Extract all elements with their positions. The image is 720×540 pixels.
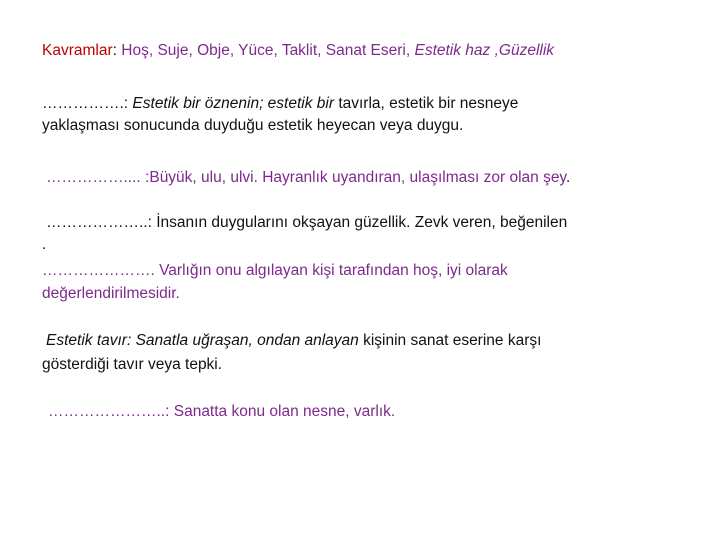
definition-1-text: tavırla, estetik bir nesneye: [338, 95, 519, 112]
definition-6-blank: …………………..: [48, 403, 166, 420]
concepts-label: Kavramlar: [42, 42, 113, 59]
definition-2-blank: ……………....: [46, 169, 146, 186]
concepts-colon: :: [112, 42, 122, 59]
definition-6-text: : Sanatta konu olan nesne, varlık.: [165, 403, 396, 420]
definition-2-line: [46, 167, 690, 189]
definition-5-continuation: gösterdiği tavır veya tepki.: [42, 356, 223, 373]
definition-5-line-2: [42, 354, 690, 376]
definition-5-text: kişinin sanat eserine karşı: [363, 332, 542, 349]
definition-2-end: .: [566, 169, 571, 186]
definition-3-text: : İnsanın duygularını okşayan güzellik. Zevk veren, beğenilen: [147, 214, 568, 231]
definition-1-line-2: [42, 115, 690, 137]
definition-3-blank: ………………..: [46, 214, 148, 231]
concepts-line: [42, 40, 690, 62]
definition-4-line-2: [42, 283, 690, 305]
definition-1-italic-text: Estetik bir öznenin; estetik bir: [132, 95, 339, 112]
definition-4-line-1: [42, 260, 690, 282]
definition-6-line: [48, 401, 690, 423]
definition-3-dot: .: [42, 236, 47, 253]
definition-3-line: [46, 212, 690, 234]
definition-2-text: :Büyük, ulu, ulvi. Hayranlık uyandıran, ulaşılması zor olan şey: [145, 169, 567, 186]
definition-4-text: Varlığın onu algılayan kişi tarafından hoş, iyi olarak: [154, 262, 508, 279]
definition-1-line-1: [42, 93, 690, 115]
definition-5-italic-text: Estetik tavır: Sanatla uğraşan, ondan anlayan: [46, 332, 364, 349]
definition-4-continuation: değerlendirilmesidir.: [42, 285, 180, 302]
definition-1-blank: …………….:: [42, 95, 133, 112]
definition-3-dot-line: [42, 234, 690, 256]
definition-5-line-1: [46, 330, 690, 352]
concepts-terms: Hoş, Suje, Obje, Yüce, Taklit, Sanat Eseri,: [121, 42, 415, 59]
definition-1-continuation: yaklaşması sonucunda duyduğu estetik heyecan veya duygu.: [42, 117, 464, 134]
concepts-terms-italic: Estetik haz ,Güzellik: [414, 42, 555, 59]
definition-4-blank: ………………….: [42, 262, 155, 279]
